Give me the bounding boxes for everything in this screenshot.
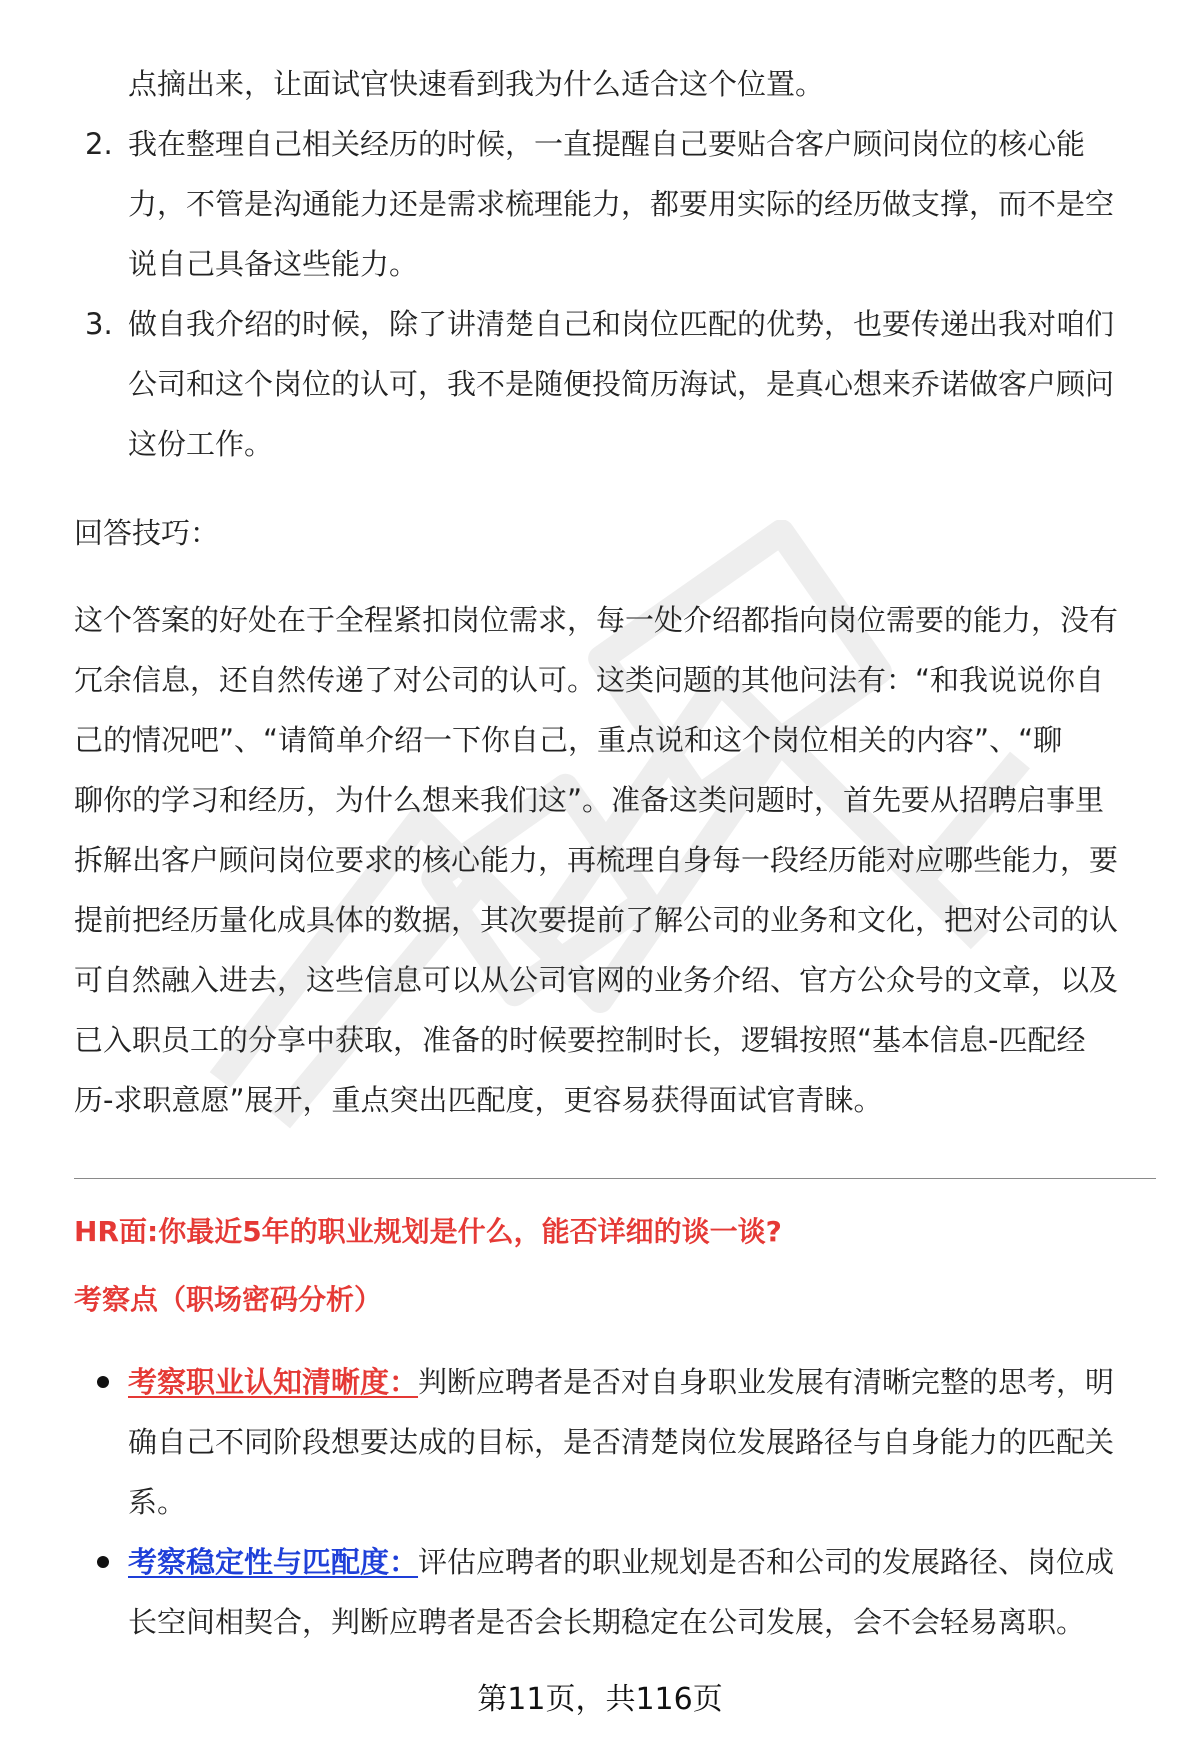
- bullet-dot: [97, 1556, 109, 1568]
- tips-line: 已入职员工的分享中获取，准备的时候要控制时长，逻辑按照“基本信息-匹配经: [74, 1023, 1086, 1057]
- list-item-2-line-3: 说自己具备这些能力。: [128, 247, 419, 281]
- tips-line: 可自然融入进去，这些信息可以从公司官网的业务介绍、官方公众号的文章，以及: [74, 963, 1119, 997]
- bullet-dot: [97, 1376, 109, 1388]
- list-item-3-line-1: 做自我介绍的时候，除了讲清楚自己和岗位匹配的优势，也要传递出我对咱们: [128, 307, 1115, 341]
- list-item-3-line-3: 这份工作。: [128, 427, 274, 461]
- tips-label: 回答技巧：: [74, 516, 220, 550]
- list-number-2: 2.: [85, 127, 113, 161]
- list-item-1-continuation: 点摘出来，让面试官快速看到我为什么适合这个位置。: [128, 67, 825, 101]
- tips-line: 己的情况吧”、“请简单介绍一下你自己，重点说和这个岗位相关的内容”、“聊: [74, 723, 1063, 757]
- bullet-2-label-link[interactable]: 考察稳定性与匹配度：: [128, 1545, 419, 1579]
- list-number-3: 3.: [85, 307, 113, 341]
- hr-question-heading: HR面:你最近5年的职业规划是什么，能否详细的谈一谈?: [74, 1215, 782, 1248]
- bullet-1-line-2: 确自己不同阶段想要达成的目标，是否清楚岗位发展路径与自身能力的匹配关: [128, 1425, 1115, 1459]
- bullet-1-text: 判断应聘者是否对自身职业发展有清晰完整的思考，明: [418, 1365, 1115, 1399]
- list-item-2-line-1: 我在整理自己相关经历的时候，一直提醒自己要贴合客户顾问岗位的核心能: [128, 127, 1086, 161]
- bullet-1-line-1: [128, 1352, 1114, 1412]
- page-number-footer: 第11页，共116页: [477, 1682, 723, 1717]
- bullet-1-line-3: 系。: [128, 1485, 187, 1519]
- tips-line: 这个答案的好处在于全程紧扣岗位需求，每一处介绍都指向岗位需要的能力，没有: [74, 603, 1119, 637]
- list-item-3-line-2: 公司和这个岗位的认可，我不是随便投简历海试，是真心想来乔诺做客户顾问: [128, 367, 1115, 401]
- bullet-2-line-1: [128, 1532, 1114, 1592]
- bullet-2-line-2: 长空间相契合，判断应聘者是否会长期稳定在公司发展，会不会轻易离职。: [128, 1605, 1086, 1639]
- exam-points-heading: 考察点（职场密码分析）: [74, 1283, 383, 1316]
- tips-line: 聊你的学习和经历，为什么想来我们这”。准备这类问题时，首先要从招聘启事里: [74, 783, 1105, 817]
- bullet-2-text: 评估应聘者的职业规划是否和公司的发展路径、岗位成: [418, 1545, 1115, 1579]
- section-divider: [74, 1178, 1156, 1179]
- tips-line: 冗余信息，还自然传递了对公司的认可。这类问题的其他问法有：“和我说说你自: [74, 663, 1105, 697]
- bullet-1-label-link[interactable]: 考察职业认知清晰度：: [128, 1365, 419, 1399]
- tips-line: 历-求职意愿”展开，重点突出匹配度，更容易获得面试官青睐。: [74, 1083, 883, 1117]
- list-item-2-line-2: 力，不管是沟通能力还是需求梳理能力，都要用实际的经历做支撑，而不是空: [128, 187, 1115, 221]
- tips-line: 提前把经历量化成具体的数据，其次要提前了解公司的业务和文化，把对公司的认: [74, 903, 1119, 937]
- tips-line: 拆解出客户顾问岗位要求的核心能力，再梳理自身每一段经历能对应哪些能力，要: [74, 843, 1119, 877]
